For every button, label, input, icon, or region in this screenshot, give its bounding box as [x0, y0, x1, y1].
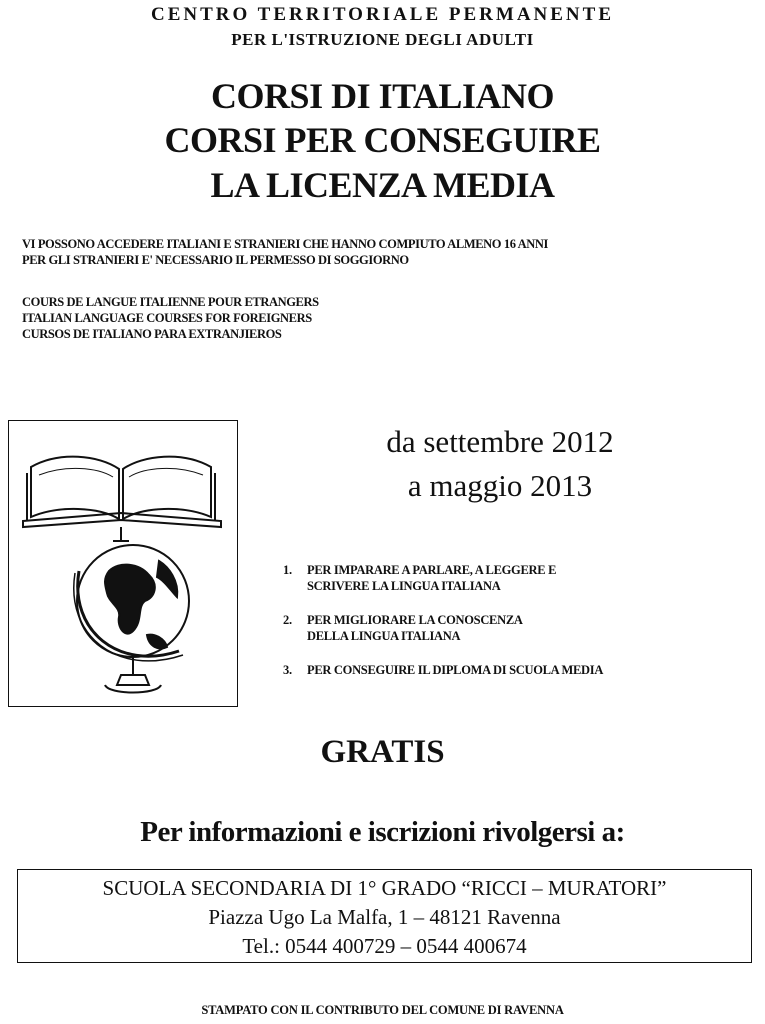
list-item	[283, 562, 753, 594]
title-line-1: CORSI DI ITALIANO	[211, 76, 554, 116]
book-and-globe-icon	[9, 421, 236, 705]
logo-box	[8, 420, 238, 707]
contact-address: Piazza Ugo La Malfa, 1 – 48121 Ravenna	[208, 905, 561, 929]
header-line-1: CENTRO TERRITORIALE PERMANENTE	[150, 4, 615, 25]
eligibility-line-1: VI POSSONO ACCEDERE ITALIANI E STRANIERI CHE HANNO COMPIUTO ALMENO 16 ANNI	[22, 237, 548, 251]
list-item	[283, 612, 753, 644]
date-from: da settembre 2012	[386, 424, 614, 459]
list-item-text	[307, 662, 603, 678]
purposes-list	[283, 562, 753, 696]
list-item-line-1: PER CONSEGUIRE IL DIPLOMA DI SCUOLA MEDIA	[307, 663, 604, 677]
title-line-3: LA LICENZA MEDIA	[210, 165, 555, 205]
list-item-number: 1.	[283, 563, 292, 577]
info-heading: Per informazioni e iscrizioni rivolgersi a:	[140, 816, 625, 848]
eligibility-text	[22, 236, 548, 268]
footer-credit: STAMPATO CON IL CONTRIBUTO DEL COMUNE DI RAVENNA	[201, 1003, 564, 1017]
title-line-2: CORSI PER CONSEGUIRE	[164, 120, 601, 160]
list-item-text	[307, 562, 556, 594]
list-item-line-2: SCRIVERE LA LINGUA ITALIANA	[307, 579, 501, 593]
languages-list	[22, 294, 319, 342]
header-line-2: PER L'ISTRUZIONE DEGLI ADULTI	[231, 30, 534, 49]
contact-school: SCUOLA SECONDARIA DI 1° GRADO “RICCI – MURATORI”	[102, 876, 667, 900]
date-to: a maggio 2013	[407, 468, 593, 503]
list-item	[283, 662, 753, 678]
language-line-fr: COURS DE LANGUE ITALIENNE POUR ETRANGERS	[22, 295, 319, 309]
list-item-number: 3.	[283, 663, 292, 677]
list-item-line-2: DELLA LINGUA ITALIANA	[307, 629, 461, 643]
list-item-number: 2.	[283, 613, 292, 627]
contact-box	[17, 869, 752, 963]
language-line-en: ITALIAN LANGUAGE COURSES FOR FOREIGNERS	[22, 311, 312, 325]
list-item-line-1: PER MIGLIORARE LA CONOSCENZA	[307, 613, 523, 627]
contact-phone: Tel.: 0544 400729 – 0544 400674	[242, 934, 527, 958]
language-line-es: CURSOS DE ITALIANO PARA EXTRANJIEROS	[22, 327, 282, 341]
eligibility-line-2: PER GLI STRANIERI E' NECESSARIO IL PERMESSO DI SOGGIORNO	[22, 253, 409, 267]
list-item-line-1: PER IMPARARE A PARLARE, A LEGGERE E	[307, 563, 557, 577]
price-label: GRATIS	[320, 734, 445, 770]
list-item-text	[307, 612, 523, 644]
